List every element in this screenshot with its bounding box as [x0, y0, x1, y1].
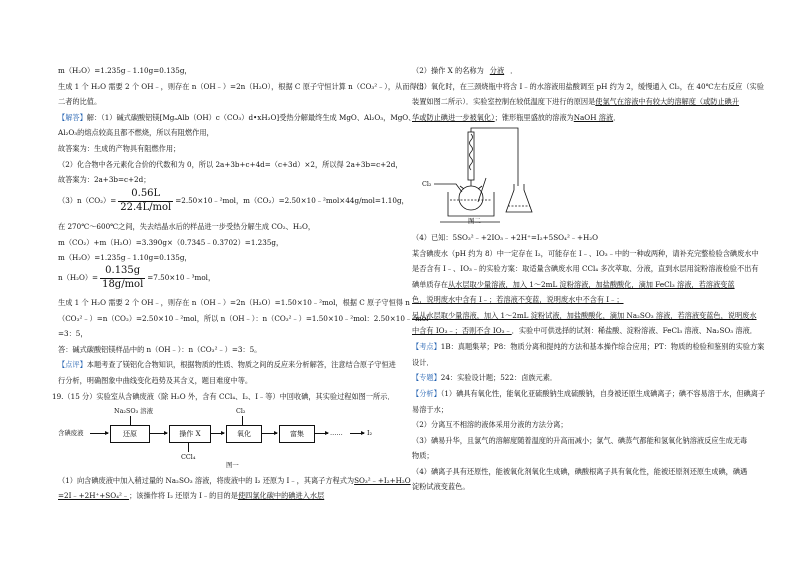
answer-blank: 从水层取少量溶液，加入 1～2mL 淀粉溶液，加盐酸酸化，滴加 FeCl₃ 溶液，若溶液变蓝 [447, 280, 735, 289]
answer-blank: SO₃²﹣+I₂+H₂O [354, 476, 411, 485]
text-line: （4）碘离子具有还原性，能被氧化剂氧化生成碘，碘酸根离子具有氧化性，能被还原剂还原生成碘，碘遇 [412, 467, 748, 476]
flow-arrow [149, 433, 167, 434]
figure-caption: 图二 [468, 217, 481, 225]
gas-label: Cl₂ [422, 180, 432, 188]
flow-arrow [314, 433, 328, 434]
text-span: =7.50×10﹣³mol， [147, 273, 216, 282]
flow-step-reduce: 还原 [110, 425, 150, 443]
formula-line [58, 265, 215, 291]
text-line [58, 476, 411, 485]
text-line [412, 326, 757, 335]
text-line [412, 311, 757, 320]
flow-start-label: 含碘废液 [58, 429, 84, 437]
fraction [118, 188, 173, 214]
text-line: （2）分离互不相溶的液体采用分液的方法分离； [412, 420, 568, 429]
text-line: 生成 1 个 H₂O 需要 2 个 OH﹣，则存在 n（OH﹣）=2n（H₂O），根据 C 原子守恒计算 n（CO₃²﹣），从而得出 [58, 82, 424, 91]
text-span: 装置如图二所示）．实验室控制在较低温度下进行的原因是 [412, 97, 596, 106]
answer-blank: 使氯气在溶液中有较大的溶解度（或防止碘升 [595, 97, 740, 106]
text-span: （3）n（CO₂）= [58, 196, 117, 205]
flow-arrow [90, 433, 108, 434]
text-line: 是否含有 I﹣、IO₃﹣的实验方案：取适量含碘废水用 CCl₄ 多次萃取、分液，直到水层用淀粉溶液检验不出有 [412, 264, 759, 273]
text-line: 设计． [412, 358, 434, 367]
text-span: 本题考查了镁铝化合物知识，根据物质的性质、物质之间的反应来分析解答，注意结合原子守恒进 [86, 360, 396, 369]
text-line [412, 97, 739, 106]
answer-blank: NaOH 溶液 [573, 113, 614, 122]
text-span: 碘单质存在 [412, 280, 448, 289]
text-span: ；锥形瓶里盛放的溶液为 [494, 113, 574, 122]
text-line: m（H₂O）=1.235g﹣1.10g=0.135g， [58, 66, 192, 75]
text-line [58, 491, 324, 500]
flow-step-oxidize: 氧化 [226, 425, 262, 443]
text-span: ． [510, 66, 518, 75]
figure-caption: 图一 [226, 461, 239, 469]
fraction-numerator: 0.135g [100, 265, 145, 279]
reagent-label: Cl₂ [236, 407, 246, 415]
flow-step-enrich: 富集 [279, 425, 315, 443]
flow-step-operation-x: 操作 X [169, 425, 211, 443]
fraction-denominator: 22.4L/mol [120, 201, 172, 213]
text-line [412, 373, 557, 382]
text-line: 在 270℃～600℃之间，失去结晶水后的样品进一步受热分解生成 CO₂、H₂O， [58, 222, 316, 231]
flow-connector [130, 416, 131, 425]
section-tag: 【分析】 [412, 389, 441, 398]
text-line: （3）氧化时，在三颈烧瓶中将含 I﹣的水溶液用盐酸调至 pH 约为 2，缓慢通入 Cl₂，在 40℃左右反应（实验 [412, 82, 764, 91]
text-line: 易溶于水； [412, 405, 448, 414]
text-line: 行分析，明确图象中曲线变化趋势及其含义，题目难度中等。 [58, 376, 253, 385]
flow-diagram [58, 405, 400, 467]
answer-blank: 中含有 IO₃﹣；否则不含 IO₃﹣ [412, 326, 512, 335]
question-stem: 19.（15 分）实验室从含碘废液（除 H₂O 外，含有 CCl₄、I₂、I﹣等）中回收碘，其实验过程如图一所示． [52, 392, 395, 401]
formula-line [58, 188, 409, 214]
reagent-label: Na₂SO₃ 溶液 [114, 407, 153, 415]
section-tag: 【考点】 [412, 342, 441, 351]
text-span: ；该操作将 I₂ 还原为 I﹣的目的是 [129, 491, 238, 500]
text-span: 24：实验设计题；522：卤族元素． [440, 373, 558, 382]
text-line: 物质； [412, 451, 434, 460]
comment-line [58, 360, 396, 369]
answer-blank: 分液 [489, 66, 505, 75]
text-line: =3：5， [58, 329, 88, 338]
text-line [412, 342, 764, 351]
answer-line [58, 113, 415, 122]
answer-blank: 另从水层取少量溶液，加入 1～2mL 淀粉试液，加盐酸酸化，滴加 Na₂SO₃ 溶液，若溶液变蓝色，说明废水 [412, 311, 757, 320]
text-line: 二者的比值。 [58, 97, 102, 106]
text-line [412, 280, 735, 289]
answer-blank: =2I﹣+2H⁺+SO₄²﹣ [58, 491, 130, 500]
apparatus-drawing [420, 126, 550, 226]
text-span: ． [613, 113, 621, 122]
text-line: Al₂O₃的熔点较高且都不燃烧，所以有阻燃作用， [58, 128, 214, 137]
flow-arrow [350, 433, 364, 434]
section-tag: 【专题】 [412, 373, 441, 382]
fraction-denominator: 18g/mol [102, 278, 144, 290]
text-line: （4）已知：5SO₃²﹣+2IO₃﹣+2H⁺=I₂+5SO₄²﹣+H₂O [412, 233, 599, 242]
fraction [100, 265, 145, 291]
right-column [412, 0, 766, 565]
text-span: 解：（1）碱式碳酸铝镁[MgₐAlb（OH）c（CO₃）d•xH₂O]受热分解最终生成 MgO、Al₂O₃，MgO、 [86, 113, 416, 122]
text-span: （2）操作 X 的名称为 [412, 66, 484, 75]
flow-connector [188, 442, 189, 452]
text-line: 答：碱式碳酸铝镁样品中的 n（OH﹣）：n（CO₃²﹣）=3：5。 [58, 345, 262, 354]
text-span: =2.50×10﹣²mol，m（CO₂）=2.50×10﹣²mol×44g/mol=1.10g， [175, 196, 409, 205]
flow-end-label: I₂ [367, 429, 373, 437]
answer-blank: 色，说明废水中含有 I﹣；若溶液不变蓝，说明废水中不含有 I﹣； [412, 295, 624, 304]
text-line: m（H₂O）=1.235g﹣1.10g=0.135g， [58, 253, 192, 262]
text-span: ．实验中可供选择的试剂：稀盐酸、淀粉溶液、FeCl₃ 溶液、Na₂SO₃ 溶液． [511, 326, 757, 335]
text-line: （2）化合物中各元素化合价的代数和为 0，所以 2a+3b+c+4d=（c+3d）×2，所以得 2a+3b=c+2d， [58, 160, 403, 169]
flow-output-label: CCl₄ [181, 453, 196, 461]
answer-blank: 使四氯化碳中的碘进入水层 [237, 491, 325, 500]
section-tag: 【点评】 [58, 360, 87, 369]
text-line: m（CO₂）+m（H₂O）=3.390g×（0.7345﹣0.3702）=1.235g， [58, 238, 284, 247]
text-line [412, 295, 624, 304]
text-line [412, 389, 765, 398]
answer-blank: 华或防止碘进一步被氧化） [412, 113, 495, 122]
text-span: 1B：真题集萃；P8：物质分离和提纯的方法和基本操作综合应用；PT：物质的检验和鉴别的实验方案 [440, 342, 765, 351]
text-line: 淀粉试液变蓝色。 [412, 482, 470, 491]
flow-connector [242, 416, 243, 425]
text-line: 生成 1 个 H₂O 需要 2 个 OH﹣，则存在 n（OH﹣）=2n（H₂O）=1.50×10﹣²mol，根据 C 原子守恒得 n [58, 298, 410, 307]
flow-arrow [261, 433, 277, 434]
text-line [412, 66, 517, 75]
text-line: （3）碘易升华，且氯气的溶解度随着温度的升高而减小；氯气、碘蒸气都能和氢氧化钠溶液反应生成无毒 [412, 436, 748, 445]
text-span: （1）碘具有氧化性，能氧化亚硫酸钠生成硫酸钠，自身被还原生成碘离子；碘不容易溶于水，但碘离子 [440, 389, 766, 398]
fraction-numerator: 0.56L [118, 188, 173, 202]
section-tag: 【解答】 [58, 113, 87, 122]
flow-arrow [210, 433, 224, 434]
text-line: 故答案为：2a+3b=c+2d； [58, 175, 151, 184]
text-line: 某含碘废水（pH 约为 8）中一定存在 I₂，可能存在 I﹣、IO₃﹣中的一种或两种，请补充完整检验含碘废水中 [412, 249, 759, 258]
text-span: （1）向含碘废液中加入稍过量的 Na₂SO₃ 溶液，将废液中的 I₂ 还原为 I﹣，其离子方程式为 [58, 476, 355, 485]
text-line [412, 113, 620, 122]
text-line: （CO₃²﹣）=n（CO₂）=2.50×10﹣²mol，所以 n（OH﹣）：n（CO₃²﹣）=1.50×10﹣²mol：2.50×10﹣²mol [58, 314, 429, 323]
apparatus-figure [420, 126, 550, 226]
text-line: 故答案为：生成的产物具有阻燃作用； [58, 144, 181, 153]
text-span: n（H₂O）= [58, 273, 99, 282]
flow-dots: …… [330, 429, 343, 437]
